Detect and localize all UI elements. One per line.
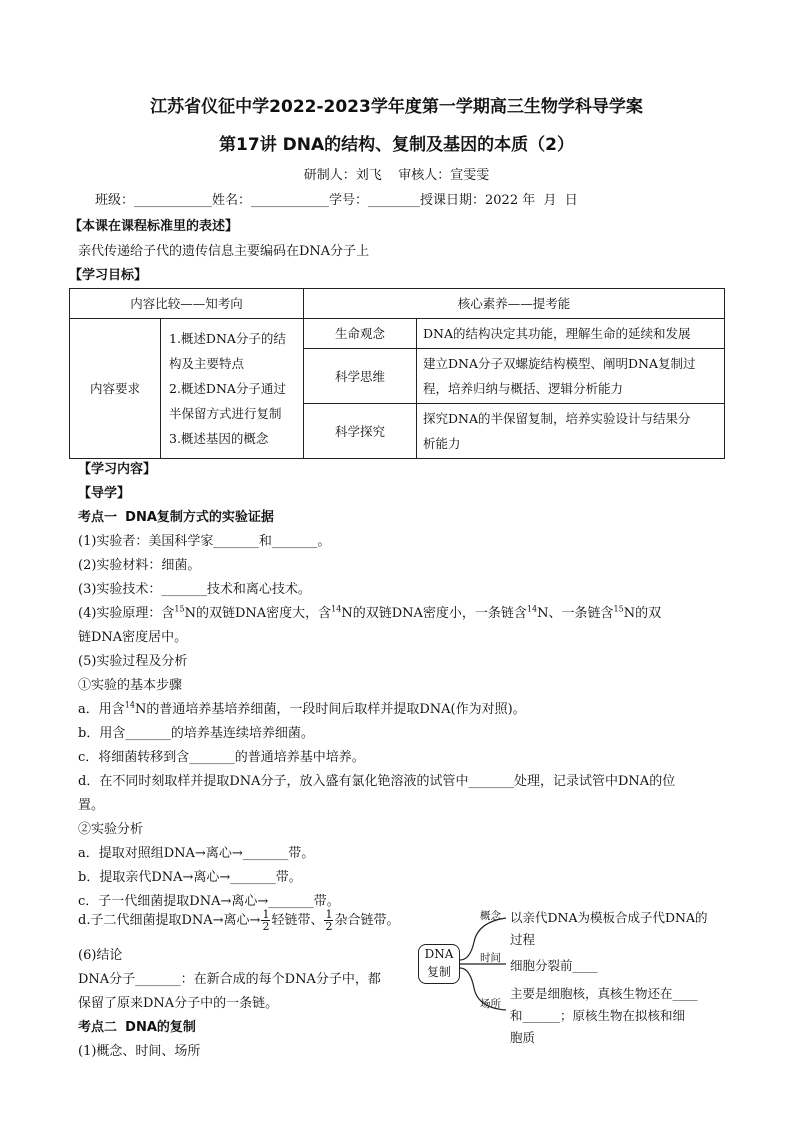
text-line: d．在不同时刻取样并提取DNA分子，放入盛有氯化铯溶液的试管中_______处理，记录试管中DNA的位 <box>78 774 676 789</box>
fraction <box>261 909 270 932</box>
text-line: (3)实验技术：_______技术和离心技术。 <box>78 582 311 597</box>
row-label-requirements: 内容要求 <box>70 319 161 459</box>
text-span: N的双链DNA密度小，一条链含 <box>341 606 527 621</box>
requirements-cell <box>161 319 304 459</box>
step-a-line <box>78 698 526 717</box>
literacy-desc <box>417 404 725 459</box>
text-span: N、一条链含 <box>537 606 614 621</box>
isotope-sup: 14 <box>331 604 342 614</box>
text-line: (1)概念、时间、场所 <box>78 1044 201 1059</box>
text-line: c．子一代细菌提取DNA→离心→_______带。 <box>78 894 340 909</box>
text-line: DNA分子_______：在新合成的每个DNA分子中，都 <box>78 972 381 987</box>
literacy-name: 生命观念 <box>304 319 417 349</box>
requirement-line: 构及主要特点 <box>169 356 245 371</box>
literacy-desc-line: 程，培养归纳与概括、逻辑分析能力 <box>423 381 624 396</box>
literacy-desc <box>417 319 725 349</box>
time-line: 细胞分裂前____ <box>510 958 598 973</box>
literacy-desc-line: 析能力 <box>423 436 461 451</box>
text-line: ①实验的基本步骤 <box>78 678 183 693</box>
requirement-line: 1.概述DNA分子的结 <box>169 331 286 346</box>
tag-place: 场所 <box>480 998 501 1010</box>
content-heading: 【学习内容】 <box>78 462 157 477</box>
text-line: ②实验分析 <box>78 822 144 837</box>
place-line: 胞质 <box>510 1030 536 1045</box>
literacy-name: 科学思维 <box>304 349 417 404</box>
student-info-line: 班级：____________姓名：____________学号：________授课日期：2022 年 月 日 <box>95 193 578 208</box>
text-line: 链DNA密度居中。 <box>78 630 188 645</box>
text-line: 保留了原来DNA分子中的一条链。 <box>78 996 279 1011</box>
text-span: N的双链DNA密度大，含 <box>184 606 332 621</box>
dna-replication-box <box>418 944 460 984</box>
text-line: (2)实验材料：细菌。 <box>78 558 201 573</box>
fraction-denominator: 2 <box>262 920 270 933</box>
goals-table <box>69 288 725 459</box>
authors-line: 研制人：刘飞 审核人：宣雯雯 <box>303 168 490 183</box>
text-line: b．提取亲代DNA→离心→_______带。 <box>78 870 302 885</box>
requirement-line: 2.概述DNA分子通过 <box>169 381 286 396</box>
text-line: (6)结论 <box>78 948 123 963</box>
fraction <box>324 909 333 932</box>
isotope-sup: 15 <box>174 604 185 614</box>
text-line: 置。 <box>78 798 105 813</box>
box-label-line: DNA <box>424 947 454 961</box>
tag-concept: 概念 <box>480 910 501 922</box>
literacy-desc-line: DNA的结构决定其功能，理解生命的延续和发展 <box>423 326 691 341</box>
isotope-sup: 15 <box>613 604 624 614</box>
concept-line: 过程 <box>510 932 536 947</box>
fraction-numerator: 1 <box>262 908 270 921</box>
diagram-connectors <box>418 902 738 1062</box>
standard-text: 亲代传递给子代的遗传信息主要编码在DNA分子上 <box>78 244 370 259</box>
doc-title: 江苏省仪征中学2022-2023学年度第一学期高三生物学科导学案 <box>150 97 643 117</box>
goals-col1-header: 内容比较——知考向 <box>70 289 304 319</box>
place-line: 主要是细胞核，真核生物还在____ <box>510 986 698 1001</box>
text-line: b．用含_______的培养基连续培养细菌。 <box>78 726 314 741</box>
text-span: N的双 <box>623 606 662 621</box>
box-label-line: 复制 <box>426 965 451 979</box>
text-span: N的普通培养基培养细菌，一段时间后取样并提取DNA(作为对照)。 <box>134 702 526 717</box>
literacy-desc <box>417 349 725 404</box>
analysis-d-line <box>78 908 399 934</box>
text-span: a．用含 <box>78 702 125 717</box>
requirement-line: 半保留方式进行复制 <box>169 406 282 421</box>
concept-line: 以亲代DNA为模板合成子代DNA的 <box>510 910 708 925</box>
literacy-desc-line: 建立DNA分子双螺旋结构模型、阐明DNA复制过 <box>423 356 696 371</box>
isotope-sup: 14 <box>526 604 538 614</box>
standard-heading: 【本课在课程标准里的表述】 <box>69 219 239 234</box>
text-span: 轻链带、 <box>271 913 324 928</box>
literacy-desc-line: 探究DNA的半保留复制，培养实验设计与结果分 <box>423 411 691 426</box>
text-span: (4)实验原理：含 <box>78 606 175 621</box>
text-span: d.子二代细菌提取DNA→离心→ <box>78 913 261 928</box>
lesson-title: 第17讲 DNA的结构、复制及基因的本质（2） <box>219 135 574 155</box>
text-line: (1)实验者：美国科学家_______和_______。 <box>78 534 331 549</box>
keypoint-label: 考点一 <box>78 510 118 525</box>
dna-replication-diagram <box>418 902 738 1062</box>
keypoint-title: DNA的复制 <box>125 1020 196 1035</box>
tag-time: 时间 <box>480 952 501 964</box>
goals-heading: 【学习目标】 <box>69 268 148 283</box>
isotope-sup: 14 <box>124 700 135 710</box>
fraction-numerator: 1 <box>325 908 333 921</box>
keypoint-title: DNA复制方式的实验证据 <box>125 510 274 525</box>
principle-line <box>78 602 661 621</box>
fraction-denominator: 2 <box>325 920 333 933</box>
literacy-name: 科学探究 <box>304 404 417 459</box>
keypoint-label: 考点二 <box>78 1020 118 1035</box>
text-span: 杂合链带。 <box>334 913 400 928</box>
place-line: 和______；原核生物在拟核和细 <box>510 1008 686 1023</box>
keypoint-1-heading <box>78 506 274 525</box>
guide-heading: 【导学】 <box>78 486 131 501</box>
keypoint-2-heading <box>78 1016 196 1035</box>
text-line: (5)实验过程及分析 <box>78 654 188 669</box>
goals-col2-header: 核心素养——提考能 <box>304 289 725 319</box>
requirement-line: 3.概述基因的概念 <box>169 431 269 446</box>
text-line: c．将细菌转移到含_______的普通培养基中培养。 <box>78 750 365 765</box>
text-line: a．提取对照组DNA→离心→_______带。 <box>78 846 315 861</box>
